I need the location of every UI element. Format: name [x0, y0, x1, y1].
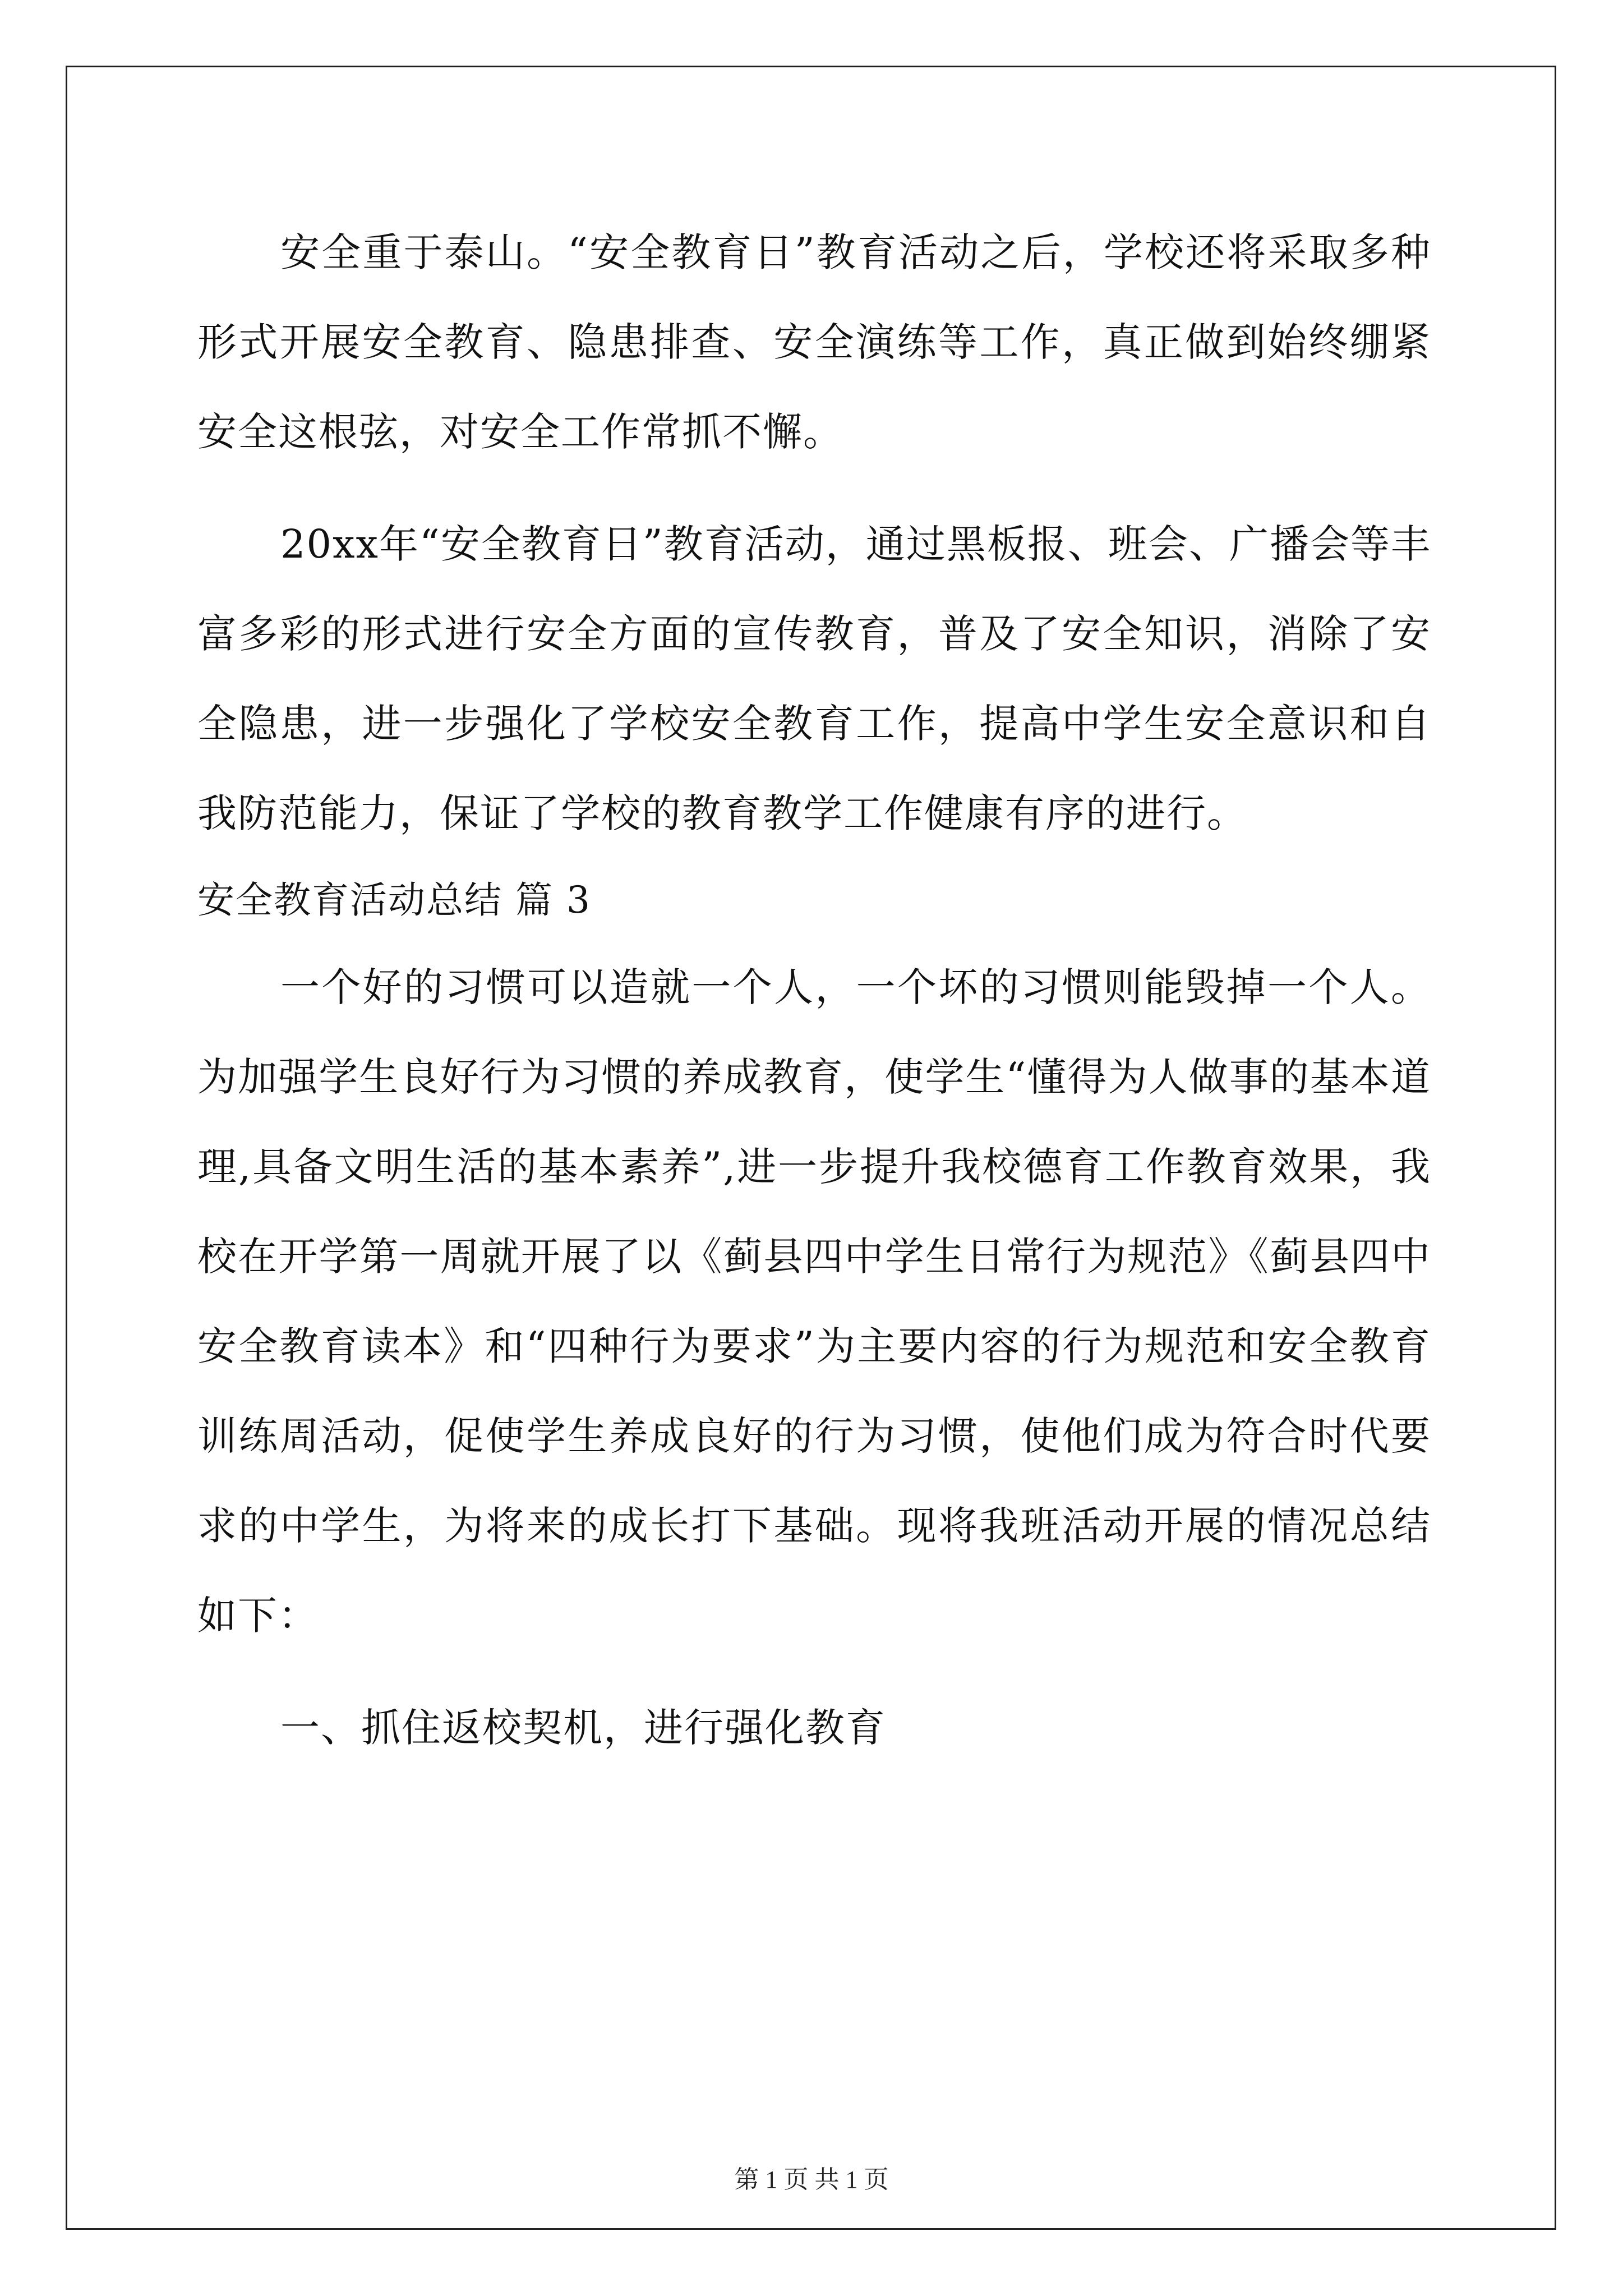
paragraph-1: 安全重于泰山。“安全教育日”教育活动之后，学校还将采取多种形式开展安全教育、隐患排查、安全演练等工作，真正做到始终绷紧安全这根弦，对安全工作常抓不懈。: [197, 229, 1431, 455]
page-footer: 第 1 页 共 1 页: [734, 2166, 889, 2193]
section-title: 安全教育活动总结 篇 3: [197, 878, 591, 922]
document-body: [197, 208, 1431, 1773]
paragraph-2: 20xx年“安全教育日”教育活动，通过黑板报、班会、广播会等丰富多彩的形式进行安全方面的宣传教育，普及了安全知识，消除了安全隐患，进一步强化了学校安全教育工作，提高中学生安全意识和自我防范能力，保证了学校的教育教学工作健康有序的进行。: [197, 521, 1431, 836]
section-paragraph-2: 一、抓住返校契机，进行强化教育: [280, 1705, 886, 1751]
section-paragraph-1: 一个好的习惯可以造就一个人，一个坏的习惯则能毁掉一个人。为加强学生良好行为习惯的养成教育，使学生“懂得为人做事的基本道理,具备文明生活的基本素养”,进一步提升我校德育工作教育效果，我校在开学第一周就开展了以《蓟县四中学生日常行为规范》《蓟县四中安全教育读本》和“四种行为要求”为主要内容的行为规范和安全教育训练周活动，促使学生养成良好的行为习惯，使他们成为符合时代要求的中学生，为将来的成长打下基础。现将我班活动开展的情况总结如下：: [197, 964, 1431, 1639]
